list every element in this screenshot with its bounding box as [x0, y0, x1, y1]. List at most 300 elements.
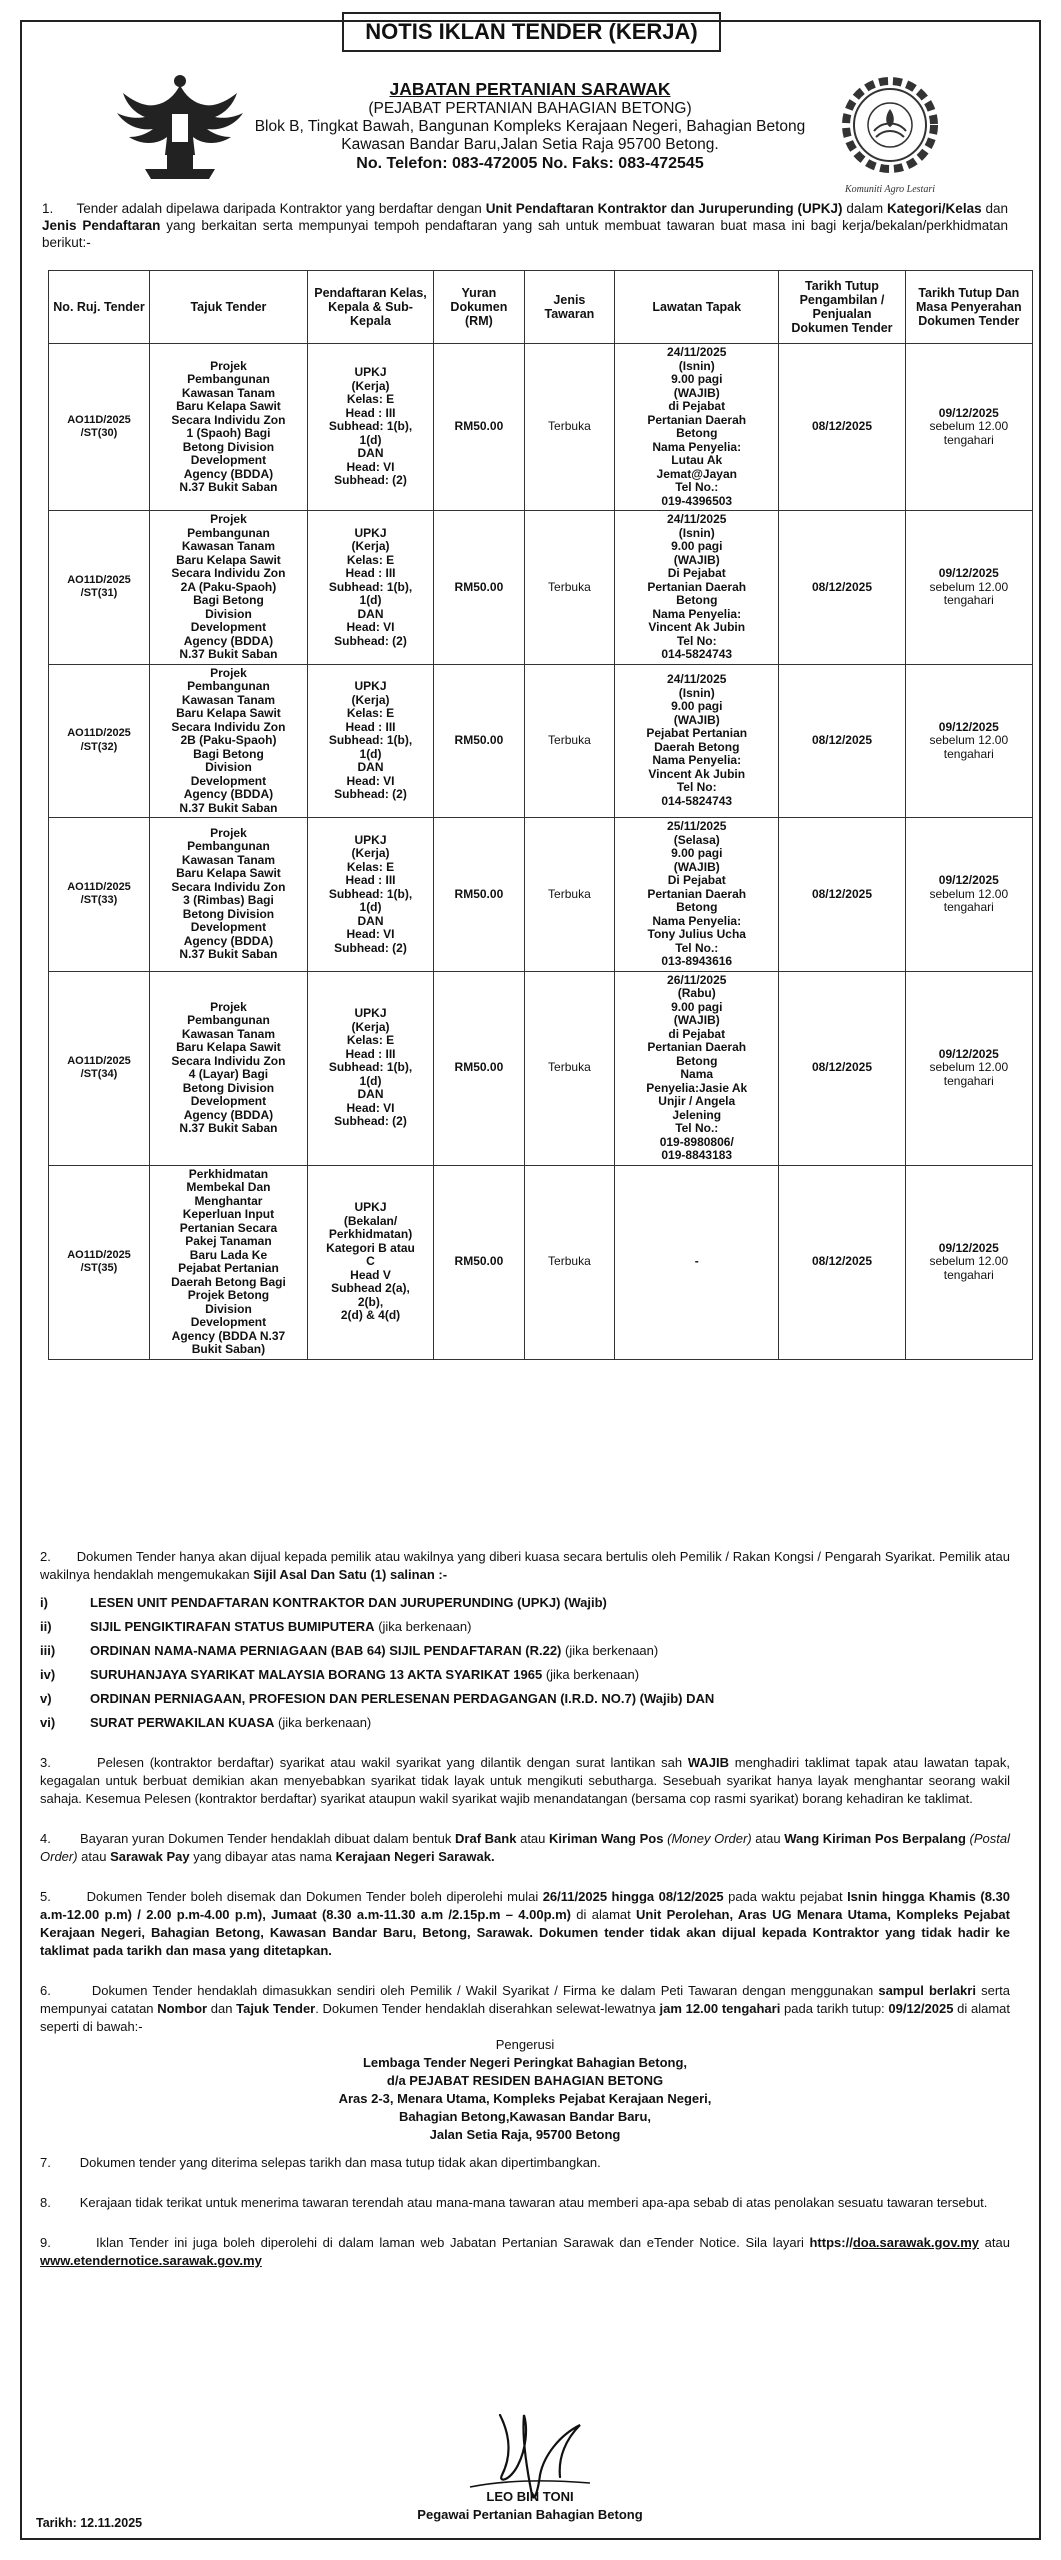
tender-title-line: Secara Individu Zon — [171, 719, 286, 734]
site-visit-line: 9.00 pagi — [671, 846, 723, 860]
table-row — [49, 664, 1033, 818]
site-visit-line: 014-5824743 — [661, 793, 733, 808]
tender-ref-cell — [49, 971, 150, 1165]
column-header: Tarikh Tutup Dan Masa Penyerahan Dokumen Tender — [905, 271, 1032, 344]
submission-close-date: 09/12/2025 — [938, 873, 999, 887]
tender-title-line: Pembangunan — [187, 1013, 270, 1027]
tender-title-line: Projek — [210, 665, 247, 680]
submission-close-time: sebelum 12.00 — [929, 1254, 1009, 1269]
site-visit-line: (WAJIB) — [673, 552, 720, 567]
registration-line: Kelas: E — [346, 706, 395, 720]
signoff — [350, 2488, 710, 2524]
tender-title-line: Kawasan Tanam — [181, 539, 276, 553]
registration-line: Head : III — [345, 719, 396, 734]
list-item-title: SURAT PERWAKILAN KUASA — [90, 1715, 275, 1730]
site-visit-line: Nama — [680, 1067, 714, 1081]
registration-line: UPKJ — [354, 1006, 387, 1021]
list-item-note: (jika berkenaan) — [374, 1619, 472, 1634]
site-visit-line: (Selasa) — [673, 832, 720, 847]
document-list-item — [40, 1666, 1010, 1684]
site-visit-line: 019-8980806/ — [659, 1134, 734, 1149]
signatory-role: Pegawai Pertanian Bahagian Betong — [417, 2507, 643, 2522]
site-visit-line: Pertanian Daerah — [647, 1040, 747, 1054]
tender-title-line: Agency (BDDA N.37 — [171, 1328, 286, 1343]
column-header: Yuran Dokumen (RM) — [434, 271, 525, 344]
tender-title-line: Bukit Saban) — [191, 1342, 266, 1356]
tender-title-line: Division — [205, 760, 252, 774]
contact-numbers: No. Telefon: 083-472005 No. Faks: 083-472545 — [356, 155, 704, 172]
registration-cell — [307, 1165, 433, 1359]
registration-line: 1(d) — [359, 746, 382, 761]
registration-line: Subhead: (2) — [334, 940, 407, 955]
submission-close-time: tengahari — [943, 432, 994, 447]
site-visit-line: (Isnin) — [678, 358, 715, 373]
site-visit-line: 24/11/2025 — [667, 512, 727, 526]
submission-close-date: 09/12/2025 — [938, 566, 999, 580]
list-item-title: ORDINAN PERNIAGAAN, PROFESION DAN PERLESENAN PERDAGANGAN (I.R.D. NO.7) (Wajib) DAN — [90, 1691, 715, 1706]
tender-title-cell — [150, 664, 308, 818]
note-6: 6. Dokumen Tender hendaklah dimasukkan sendiri oleh Pemilik / Wakil Syarikat / Firma ke dalam Peti Tawaran dengan menggunakan sampul berlakri serta mempunyai catatan Nombor dan Tajuk Tender. Dokumen Tender hendaklah diserahkan selewat-lewatnya jam 12.00 tengahari pada tarikh tutup: 09/12/2025 di alamat seperti di bawah:- — [40, 1983, 1010, 2034]
site-visit-line: Nama Penyelia: — [652, 606, 742, 621]
tender-title-line: Baru Kelapa Sawit — [176, 399, 281, 413]
submission-close-time: tengahari — [943, 1073, 994, 1088]
site-visit-line: Tony Julius Ucha — [647, 927, 746, 941]
table-row — [49, 344, 1033, 511]
document-close-date-cell: 08/12/2025 — [779, 344, 905, 511]
registration-line: DAN — [357, 606, 384, 621]
address-line: Jalan Setia Raja, 95700 Betong — [429, 2127, 621, 2142]
site-visit-line: Lutau Ak — [671, 453, 723, 467]
registration-line: Subhead: (2) — [334, 1114, 407, 1129]
site-visit-line: Nama Penyelia: — [652, 439, 742, 454]
offer-type-cell: Terbuka — [524, 971, 615, 1165]
tender-title-line: Membekal Dan — [186, 1180, 271, 1194]
site-visit-line: Vincent Ak Jubin — [648, 620, 746, 634]
site-visit-line: Di Pejabat — [667, 873, 726, 887]
registration-line: 1(d) — [359, 1073, 382, 1088]
tender-title-line: Development — [190, 920, 267, 935]
note-4: 4. Bayaran yuran Dokumen Tender hendaklah dibuat dalam bentuk Draf Bank atau Kiriman Wang Pos (Money Order) atau Wang Kiriman Pos Berpalang (Postal Order) atau Sarawak Pay yang dibayar atas nama Kerajaan Negeri Sarawak. — [40, 1831, 1010, 1864]
note-9: 9. Iklan Tender ini juga boleh diperolehi di dalam laman web Jabatan Pertanian Sarawak dan eTender Notice. Sila layari https://doa.sarawak.gov.my atau www.etendernotice.sarawak.gov.my — [40, 2235, 1010, 2268]
tender-title-line: Division — [205, 1301, 252, 1316]
site-visit-line: (WAJIB) — [673, 859, 720, 874]
registration-line: DAN — [357, 760, 384, 774]
document-close-date-cell: 08/12/2025 — [779, 664, 905, 818]
document-list — [40, 1594, 1010, 1732]
tender-title-line: 2A (Paku-Spaoh) — [180, 579, 277, 594]
tender-title-cell — [150, 1165, 308, 1359]
list-item-title: SIJIL PENGIKTIRAFAN STATUS BUMIPUTERA — [90, 1619, 375, 1634]
tender-title-line: Baru Kelapa Sawit — [176, 866, 281, 881]
site-visit-line: Betong — [676, 1053, 718, 1068]
address-line: Lembaga Tender Negeri Peringkat Bahagian Betong, — [362, 2055, 688, 2070]
address-line-2: Kawasan Bandar Baru,Jalan Setia Raja 95700 Betong. — [341, 136, 719, 153]
column-header: Tajuk Tender — [150, 271, 308, 344]
document-list-item — [40, 1714, 1010, 1732]
note-5: 5. Dokumen Tender boleh disemak dan Dokumen Tender boleh diperolehi mulai 26/11/2025 hingga 08/12/2025 pada waktu pejabat Isnin hingga Khamis (8.30 a.m-12.00 p.m) / 2.00 p.m-4.00 p.m), Jumaat (8.30 a.m-11.30 a.m /2.15p.m – 4.00p.m) di alamat Unit Perolehan, Aras UG Menara Utama, Kompleks Pejabat Kerajaan Negeri, Bahagian Betong, Kawasan Bandar Baru, Betong, Sarawak. Dokumen tender tidak akan dijual kepada Kontraktor yang tidak hadir ke taklimat pada tarikh dan masa yang ditetapkan. — [40, 1889, 1010, 1958]
tender-ref-line: AO11D/2025 — [67, 880, 131, 893]
list-item-title: LESEN UNIT PENDAFTARAN KONTRAKTOR DAN JURUPERUNDING (UPKJ) (Wajib) — [90, 1595, 607, 1610]
submission-close-time: tengahari — [943, 1267, 994, 1282]
site-visit-line: (WAJIB) — [673, 1013, 720, 1027]
tender-ref-cell — [49, 818, 150, 972]
document-close-date-cell: 08/12/2025 — [779, 818, 905, 972]
address-line: Bahagian Betong,Kawasan Bandar Baru, — [398, 2109, 652, 2124]
tender-title-line: Development — [190, 620, 267, 634]
site-visit-line: Tel No.: — [675, 1121, 719, 1135]
tender-title-line: Baru Lada Ke — [189, 1247, 268, 1262]
tender-ref-cell — [49, 511, 150, 665]
registration-cell — [307, 511, 433, 665]
tender-title-line: Pejabat Pertanian — [178, 1261, 279, 1275]
registration-line: Subhead: 1(b), — [328, 579, 413, 594]
document-fee-cell: RM50.00 — [434, 1165, 525, 1359]
list-text — [90, 1690, 714, 1708]
site-visit-line: Betong — [676, 593, 718, 607]
tender-title-line: Projek — [210, 512, 247, 526]
tender-title-line: Projek Betong — [187, 1288, 270, 1302]
tender-title-line: N.37 Bukit Saban — [179, 1121, 278, 1135]
list-item-note: (jika berkenaan) — [542, 1667, 640, 1682]
address-line: Aras 2-3, Menara Utama, Kompleks Pejabat Kerajaan Negeri, — [338, 2091, 712, 2106]
tender-title-line: Agency (BDDA) — [183, 633, 274, 648]
site-visit-line: (Isnin) — [678, 525, 715, 540]
logo-motto: Komuniti Agro Lestari — [844, 184, 936, 195]
site-visit-line: Pertanian Daerah — [647, 412, 747, 427]
address-line-1: Blok B, Tingkat Bawah, Bangunan Kompleks Kerajaan Negeri, Bahagian Betong — [254, 118, 806, 135]
tender-title-line: Menghantar — [194, 1193, 263, 1208]
letterhead — [230, 78, 830, 174]
registration-line: (Kerja) — [351, 1019, 390, 1034]
tender-title-line: 3 (Rimbas) Bagi — [183, 893, 274, 908]
site-visit-cell — [615, 971, 779, 1165]
site-visit-line: Vincent Ak Jubin — [648, 766, 746, 781]
submission-close-time: sebelum 12.00 — [929, 579, 1009, 594]
site-visit-line: (WAJIB) — [673, 385, 720, 400]
site-visit-line: Pertanian Daerah — [647, 886, 747, 901]
site-visit-line: Daerah Betong — [654, 739, 740, 754]
tender-title-cell — [150, 818, 308, 972]
submission-close-time: tengahari — [943, 746, 994, 761]
tender-title-line: Bagi Betong — [193, 746, 264, 761]
list-item-title: SURUHANJAYA SYARIKAT MALAYSIA BORANG 13 AKTA SYARIKAT 1965 — [90, 1667, 543, 1682]
tender-title-line: N.37 Bukit Saban — [179, 480, 278, 494]
site-visit-line: Nama Penyelia: — [652, 913, 742, 928]
tender-title-line: Secara Individu Zon — [171, 879, 286, 894]
offer-type-cell: Terbuka — [524, 818, 615, 972]
site-visit-line: 9.00 pagi — [671, 372, 723, 386]
site-visit-line: di Pejabat — [668, 399, 726, 413]
registration-line: Subhead: 1(b), — [328, 733, 413, 747]
registration-cell — [307, 818, 433, 972]
site-visit-line: Unjir / Angela — [658, 1094, 736, 1108]
site-visit-cell — [615, 818, 779, 972]
site-visit-line: Penyelia:Jasie Ak — [646, 1080, 748, 1095]
offer-type-cell: Terbuka — [524, 511, 615, 665]
site-visit-line: 25/11/2025 — [667, 819, 727, 833]
registration-line: UPKJ — [354, 1200, 387, 1215]
department-name: JABATAN PERTANIAN SARAWAK — [389, 79, 671, 99]
registration-line: Head: VI — [346, 459, 395, 474]
registration-line: (Kerja) — [351, 539, 390, 553]
submission-close-cell — [905, 971, 1032, 1165]
submission-address — [40, 2036, 1010, 2144]
tender-table — [48, 270, 1033, 1360]
doa-website-link[interactable]: doa.sarawak.gov.my — [852, 2235, 980, 2250]
tender-title-line: Baru Kelapa Sawit — [176, 552, 281, 567]
list-text — [90, 1594, 607, 1612]
list-text — [90, 1666, 639, 1684]
tender-ref-line: /ST(31) — [80, 587, 118, 600]
registration-line: Perkhidmatan) — [328, 1227, 413, 1242]
list-text — [90, 1714, 371, 1732]
submission-close-time: sebelum 12.00 — [929, 886, 1009, 901]
table-row — [49, 511, 1033, 665]
registration-line: DAN — [357, 1087, 384, 1102]
signatory-name: LEO BIN TONI — [486, 2489, 574, 2504]
site-visit-line: 9.00 pagi — [671, 699, 723, 714]
tender-ref-line: /ST(35) — [80, 1262, 118, 1274]
registration-line: Head: VI — [346, 620, 395, 634]
notes-section — [40, 1548, 1010, 2270]
tender-title-line: Baru Kelapa Sawit — [176, 706, 281, 720]
etender-website-link[interactable]: www.etendernotice.sarawak.gov.my — [40, 2253, 262, 2268]
site-visit-line: Pertanian Daerah — [647, 579, 747, 594]
registration-line: UPKJ — [354, 365, 387, 380]
registration-line: Subhead: (2) — [334, 787, 407, 801]
notice-title: NOTIS IKLAN TENDER (KERJA) — [342, 12, 721, 52]
tender-title-cell — [150, 344, 308, 511]
tender-title-line: Pembangunan — [187, 839, 270, 854]
registration-line: Head : III — [345, 873, 396, 887]
tender-title-line: Development — [190, 1315, 267, 1329]
list-number: v) — [40, 1691, 52, 1706]
table-row — [49, 971, 1033, 1165]
tender-title-line: Bagi Betong — [193, 593, 264, 607]
tender-title-line: Pembangunan — [187, 679, 270, 693]
site-visit-line: Tel No.: — [675, 940, 719, 955]
registration-line: 1(d) — [359, 593, 382, 607]
offer-type-cell: Terbuka — [524, 344, 615, 511]
tender-title-line: Keperluan Input — [182, 1207, 275, 1221]
tender-title-line: Pembangunan — [187, 525, 270, 540]
site-visit-line: Di Pejabat — [667, 566, 726, 580]
registration-cell — [307, 344, 433, 511]
site-visit-line: (Rabu) — [677, 986, 716, 1000]
tender-title-line: Betong Division — [182, 906, 275, 921]
registration-line: 2(d) & 4(d) — [340, 1308, 401, 1323]
site-visit-line: 019-4396503 — [661, 493, 733, 508]
tender-title-line: Projek — [210, 825, 247, 840]
tender-ref-cell — [49, 344, 150, 511]
tender-title-line: 1 (Spaoh) Bagi — [186, 426, 271, 440]
table-row — [49, 818, 1033, 972]
document-list-item — [40, 1594, 1010, 1612]
registration-line: 1(d) — [359, 900, 382, 914]
registration-line: DAN — [357, 446, 384, 461]
office-name: (PEJABAT PERTANIAN BAHAGIAN BETONG) — [368, 100, 692, 117]
tender-title-line: Pertanian Secara — [179, 1220, 278, 1235]
document-list-item — [40, 1642, 1010, 1660]
site-visit-cell — [615, 1165, 779, 1359]
tender-ref-line: /ST(34) — [80, 1068, 118, 1080]
registration-cell — [307, 664, 433, 818]
registration-line: Kelas: E — [346, 859, 395, 874]
list-number: i) — [40, 1595, 48, 1610]
intro-paragraph: 1. Tender adalah dipelawa daripada Kontraktor yang berdaftar dengan Unit Pendaftaran Kontraktor dan Juruperunding (UPKJ) dalam Kategori/Kelas dan Jenis Pendaftaran yang berkaitan serta mempunyai tempoh pendaftaran yang sah untuk membuat tawaran buat masa ini bagi kerja/bekalan/perkhidmatan berikut:- — [42, 201, 1008, 250]
tender-title-line: Kawasan Tanam — [181, 1026, 276, 1041]
tender-title-line: Agency (BDDA) — [183, 466, 274, 481]
site-visit-line: 9.00 pagi — [671, 539, 723, 553]
registration-line: (Kerja) — [351, 846, 390, 860]
submission-close-time: tengahari — [943, 900, 994, 914]
site-visit-cell — [615, 344, 779, 511]
tender-title-line: Perkhidmatan — [188, 1166, 269, 1181]
site-visit-cell — [615, 664, 779, 818]
tender-title-line: Development — [190, 453, 267, 467]
tender-ref-line: /ST(33) — [80, 894, 118, 907]
registration-line: Subhead: (2) — [334, 473, 407, 488]
submission-close-cell — [905, 664, 1032, 818]
offer-type-cell: Terbuka — [524, 1165, 615, 1359]
submission-close-date: 09/12/2025 — [938, 719, 999, 734]
site-visit-line: Nama Penyelia: — [652, 753, 742, 768]
note-8: 8. Kerajaan tidak terikat untuk menerima tawaran terendah atau mana-mana tawaran atau memberi apa-apa sebab di atas penolakan sesuatu tawaran tersebut. — [40, 2195, 988, 2210]
tender-ref-line: AO11D/2025 — [67, 413, 131, 426]
tender-title-line: Secara Individu Zon — [171, 412, 286, 427]
list-number: ii) — [40, 1619, 52, 1634]
note-3: 3. Pelesen (kontraktor berdaftar) syarikat atau wakil syarikat yang dilantik dengan surat lantikan sah WAJIB menghadiri taklimat tapak atau lawatan tapak, kegagalan untuk berbuat demikian akan menyebabkan syarikat tidak layak untuk mengikuti sebutharga. Sesebuah syarikat hanya layak menghantar seorang wakil sahaja. Kesemua Pelesen (kontraktor berdaftar) syarikat ataupun wakil syarikat wajib menandatangan (bersama cop rasmi syarikat) borang kehadiran ke taklimat. — [40, 1755, 1011, 1806]
list-number: vi) — [40, 1715, 56, 1730]
document-close-date-cell: 08/12/2025 — [779, 971, 905, 1165]
tender-title-line: Development — [190, 1094, 267, 1108]
document-fee-cell: RM50.00 — [434, 818, 525, 972]
document-list-item — [40, 1618, 1010, 1636]
document-list-item — [40, 1690, 1010, 1708]
tender-title-line: Daerah Betong Bagi — [171, 1274, 286, 1289]
tender-ref-line: AO11D/2025 — [67, 727, 131, 740]
tender-title-cell — [150, 971, 308, 1165]
list-item-title: ORDINAN NAMA-NAMA PERNIAGAAN (BAB 64) SIJIL PENDAFTARAN (R.22) — [90, 1643, 562, 1658]
tender-title-line: Agency (BDDA) — [183, 787, 274, 801]
column-header: Lawatan Tapak — [615, 271, 779, 344]
offer-type-cell: Terbuka — [524, 664, 615, 818]
site-visit-line: 013-8943616 — [661, 954, 733, 968]
tender-title-line: Development — [190, 773, 267, 788]
site-visit-line: (WAJIB) — [673, 712, 720, 727]
registration-line: Head: VI — [346, 927, 395, 941]
site-visit-line: Betong — [676, 426, 718, 440]
tender-title-line: Projek — [210, 358, 247, 373]
tender-title-line: N.37 Bukit Saban — [179, 947, 278, 962]
tender-ref-cell — [49, 1165, 150, 1359]
submission-close-cell — [905, 1165, 1032, 1359]
registration-line: (Kerja) — [351, 378, 390, 393]
notice-date: Tarikh: 12.11.2025 — [36, 2516, 143, 2530]
registration-line: 1(d) — [359, 432, 382, 447]
registration-line: Kelas: E — [346, 552, 395, 567]
submission-close-date: 09/12/2025 — [938, 405, 999, 420]
tender-ref-line: /ST(32) — [80, 740, 118, 753]
site-visit-line: 24/11/2025 — [667, 672, 727, 687]
site-visit-line: Tel No: — [676, 633, 717, 648]
registration-cell — [307, 971, 433, 1165]
submission-close-date: 09/12/2025 — [938, 1046, 999, 1061]
tender-title-line: Kawasan Tanam — [181, 385, 276, 400]
submission-close-cell — [905, 511, 1032, 665]
submission-close-time: sebelum 12.00 — [929, 1060, 1009, 1075]
tender-title-line: Baru Kelapa Sawit — [176, 1040, 281, 1054]
site-visit-line: - — [694, 1254, 699, 1269]
tender-title-line: Agency (BDDA) — [183, 933, 274, 948]
tender-title-line: Pembangunan — [187, 372, 270, 386]
document-fee-cell: RM50.00 — [434, 971, 525, 1165]
registration-line: Kelas: E — [346, 1033, 395, 1048]
list-number: iv) — [40, 1667, 56, 1682]
registration-line: Head: VI — [346, 773, 395, 788]
tender-ref-line: AO11D/2025 — [67, 1248, 131, 1261]
document-fee-cell: RM50.00 — [434, 664, 525, 818]
submission-close-time: sebelum 12.00 — [929, 419, 1009, 434]
site-visit-line: Jemat@Jayan — [656, 466, 737, 481]
document-fee-cell: RM50.00 — [434, 344, 525, 511]
list-text — [90, 1642, 658, 1660]
tender-title-line: N.37 Bukit Saban — [179, 647, 278, 661]
tender-title-line: Division — [205, 606, 252, 621]
site-visit-line: 014-5824743 — [661, 647, 733, 661]
note-2: 2. Dokumen Tender hanya akan dijual kepada pemilik atau wakilnya yang diberi kuasa secara bertulis oleh Pemilik / Rakan Kongsi / Pengarah Syarikat. Pemilik atau wakilnya hendaklah mengemukakan Sijil Asal Dan Satu (1) salinan :- — [40, 1549, 1010, 1582]
registration-line: Kelas: E — [346, 392, 395, 407]
list-number: iii) — [40, 1643, 56, 1658]
site-visit-line: di Pejabat — [668, 1026, 726, 1041]
address-line: Pengerusi — [495, 2037, 555, 2052]
tender-title-line: Secara Individu Zon — [171, 1053, 286, 1068]
registration-line: (Kerja) — [351, 692, 390, 707]
registration-line: C — [366, 1254, 375, 1269]
tender-title-line: Kawasan Tanam — [181, 852, 276, 867]
jabatan-pertanian-logo-icon — [830, 70, 950, 200]
registration-line: UPKJ — [354, 832, 387, 847]
tender-title-line: Pakej Tanaman — [185, 1234, 272, 1248]
document-fee-cell: RM50.00 — [434, 511, 525, 665]
submission-close-cell — [905, 818, 1032, 972]
tender-title-line: 2B (Paku-Spaoh) — [180, 733, 277, 747]
site-visit-line: 9.00 pagi — [671, 999, 723, 1014]
list-item-note: (jika berkenaan) — [274, 1715, 372, 1730]
submission-close-time: sebelum 12.00 — [929, 733, 1009, 747]
registration-line: (Bekalan/ — [343, 1213, 398, 1228]
table-header-row — [49, 271, 1033, 344]
registration-line: UPKJ — [354, 679, 387, 693]
tender-title-line: Kawasan Tanam — [181, 692, 276, 707]
column-header: Tarikh Tutup Pengambilan / Penjualan Dokumen Tender — [779, 271, 905, 344]
tender-title-line: Secara Individu Zon — [171, 566, 286, 580]
registration-line: Subhead 2(a), — [331, 1281, 410, 1296]
tender-title-line: Betong Division — [182, 439, 275, 454]
site-visit-cell — [615, 511, 779, 665]
registration-line: Subhead: 1(b), — [328, 419, 413, 434]
tender-title-line: Betong Division — [182, 1080, 275, 1095]
site-visit-line: (Isnin) — [678, 685, 715, 700]
site-visit-line: Betong — [676, 900, 718, 914]
site-visit-line: 019-8843183 — [661, 1148, 733, 1162]
registration-line: Head V — [350, 1267, 391, 1282]
submission-close-date: 09/12/2025 — [938, 1240, 999, 1255]
site-visit-line: Pejabat Pertanian — [646, 726, 748, 741]
tender-ref-cell — [49, 664, 150, 818]
site-visit-line: Tel No: — [676, 780, 717, 795]
tender-ref-line: AO11D/2025 — [67, 1054, 131, 1067]
